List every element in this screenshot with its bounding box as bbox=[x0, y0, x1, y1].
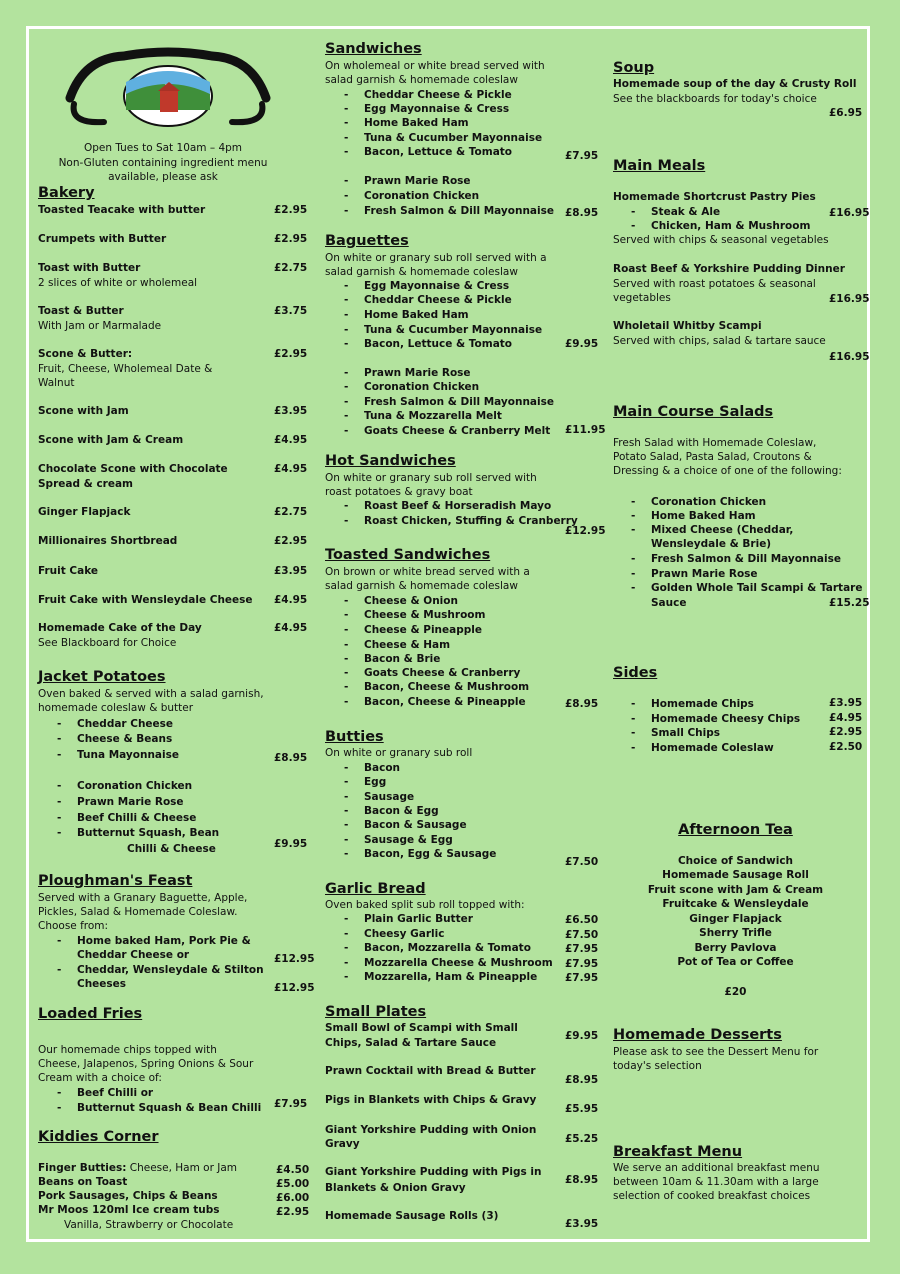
jacket-price-1: £8.95 bbox=[274, 752, 308, 764]
hot-desc: On white or granary sub roll served with bbox=[325, 472, 537, 484]
baguettes-title: Baguettes bbox=[325, 233, 409, 249]
side-price: £2.50 bbox=[829, 741, 863, 753]
ploughman-price-1: £12.95 bbox=[274, 953, 315, 965]
kiddies-item-4: Mr Moos 120ml Ice cream tubs bbox=[38, 1204, 220, 1216]
bakery-item-name: Scone & Butter: bbox=[38, 348, 133, 360]
salad-item: - Prawn Marie Rose bbox=[651, 567, 758, 581]
tea-item: Choice of Sandwich bbox=[677, 855, 794, 867]
kiddies-item-2: Beans on Toast bbox=[38, 1176, 128, 1188]
salad-item: - Mixed Cheese (Cheddar, bbox=[651, 523, 793, 537]
butty-item: - Bacon & Egg bbox=[364, 804, 439, 818]
toasted-item: - Bacon, Cheese & Mushroom bbox=[364, 680, 529, 694]
toasted-item: - Cheese & Onion bbox=[364, 594, 458, 608]
tea-item: Fruit scone with Jam & Cream bbox=[647, 884, 824, 896]
sandwich-item: - Home Baked Ham bbox=[364, 116, 469, 130]
sandwich-item: - Cheddar Cheese & Pickle bbox=[364, 88, 512, 102]
baguettes-desc-2: salad garnish & homemade coleslaw bbox=[325, 266, 518, 278]
baguette-item: - Prawn Marie Rose bbox=[364, 366, 471, 380]
fries-option-1: - Beef Chilli or bbox=[77, 1086, 153, 1100]
desserts-title: Homemade Desserts bbox=[613, 1027, 782, 1043]
sandwiches-desc-2: salad garnish & homemade coleslaw bbox=[325, 74, 518, 86]
toasted-item: - Cheese & Pineapple bbox=[364, 623, 482, 637]
bakery-item-price: £4.95 bbox=[274, 434, 308, 446]
mains-title: Main Meals bbox=[613, 158, 706, 174]
baguette-item: - Goats Cheese & Cranberry Melt bbox=[364, 424, 550, 438]
soup-title: Soup bbox=[613, 60, 655, 76]
kiddies-title: Kiddies Corner bbox=[38, 1129, 159, 1145]
kiddies-price-3: £6.00 bbox=[276, 1192, 310, 1204]
baguette-item: - Home Baked Ham bbox=[364, 308, 469, 322]
jacket-desc: Oven baked & served with a salad garnish, bbox=[38, 688, 264, 700]
jacket-title: Jacket Potatoes bbox=[38, 669, 166, 685]
breakfast-title: Breakfast Menu bbox=[613, 1144, 743, 1160]
small-price-1: £9.95 bbox=[565, 1030, 599, 1042]
bakery-item-desc: With Jam or Marmalade bbox=[38, 320, 162, 332]
sandwich-item: - Bacon, Lettuce & Tomato bbox=[364, 145, 512, 159]
ploughman-option-1: - Home baked Ham, Pork Pie & bbox=[77, 934, 251, 948]
bakery-item-name: Millionaires Shortbread bbox=[38, 535, 178, 547]
small-item-2: Prawn Cocktail with Bread & Butter bbox=[325, 1065, 536, 1077]
toasted-item: - Bacon & Brie bbox=[364, 652, 440, 666]
hot-desc-2: roast potatoes & gravy boat bbox=[325, 486, 473, 498]
kiddies-price-2: £5.00 bbox=[276, 1178, 310, 1190]
toasted-price: £8.95 bbox=[565, 698, 599, 710]
garlic-price: £7.95 bbox=[565, 943, 599, 955]
sandwiches-price-2: £8.95 bbox=[565, 207, 599, 219]
sandwiches-price-1: £7.95 bbox=[565, 150, 599, 162]
kiddies-price-4: £2.95 bbox=[276, 1206, 310, 1218]
bakery-item-price: £4.95 bbox=[274, 594, 308, 606]
garlic-title: Garlic Bread bbox=[325, 881, 426, 897]
garlic-price: £6.50 bbox=[565, 914, 599, 926]
side-item: - Homemade Cheesy Chips bbox=[651, 712, 800, 726]
baguette-item: - Cheddar Cheese & Pickle bbox=[364, 293, 512, 307]
sandwiches-title: Sandwiches bbox=[325, 41, 422, 57]
sandwich-item: - Prawn Marie Rose bbox=[364, 174, 471, 188]
bakery-item-price: £4.95 bbox=[274, 463, 308, 475]
garlic-desc: Oven baked split sub roll topped with: bbox=[325, 899, 525, 911]
small-item-1b: Chips, Salad & Tartare Sauce bbox=[325, 1037, 497, 1049]
toasted-item: - Cheese & Mushroom bbox=[364, 608, 485, 622]
kiddies-price-1: £4.50 bbox=[276, 1164, 310, 1176]
butty-item: - Egg bbox=[364, 775, 386, 789]
mains-beef: Roast Beef & Yorkshire Pudding Dinner bbox=[613, 263, 845, 275]
wolds-village-logo bbox=[64, 38, 272, 132]
small-price-6: £3.95 bbox=[565, 1218, 599, 1230]
bakery-item-price: £3.95 bbox=[274, 405, 308, 417]
butties-title: Butties bbox=[325, 729, 384, 745]
ploughman-desc-3: Choose from: bbox=[38, 920, 109, 932]
garlic-price: £7.95 bbox=[565, 972, 599, 984]
mains-pie-1: - Steak & Ale bbox=[651, 205, 720, 219]
ploughman-option-2: - Cheddar, Wensleydale & Stilton bbox=[77, 963, 264, 977]
garlic-item: - Mozzarella, Ham & Pineapple bbox=[364, 970, 537, 984]
salad-item: - Coronation Chicken bbox=[651, 495, 766, 509]
mains-beef-desc-2: vegetables bbox=[613, 292, 671, 304]
butty-item: - Sausage bbox=[364, 790, 414, 804]
salads-title: Main Course Salads bbox=[613, 404, 774, 420]
small-price-5: £8.95 bbox=[565, 1174, 599, 1186]
bakery-item-price: £2.95 bbox=[274, 535, 308, 547]
baguette-item: - Fresh Salmon & Dill Mayonnaise bbox=[364, 395, 554, 409]
side-price: £3.95 bbox=[829, 697, 863, 709]
small-item-4: Giant Yorkshire Pudding with Onion bbox=[325, 1124, 537, 1136]
bakery-item-name: Crumpets with Butter bbox=[38, 233, 167, 245]
small-item-1: Small Bowl of Scampi with Small bbox=[325, 1022, 518, 1034]
baguette-item: - Tuna & Cucumber Mayonnaise bbox=[364, 323, 542, 337]
jacket-item: - Butternut Squash, Bean bbox=[77, 826, 219, 840]
bakery-item-price: £3.95 bbox=[274, 565, 308, 577]
butties-price: £7.50 bbox=[565, 856, 599, 868]
breakfast-desc-2: between 10am & 11.30am with a large bbox=[613, 1176, 819, 1188]
tea-item: Berry Pavlova bbox=[694, 942, 777, 954]
sandwich-item: - Tuna & Cucumber Mayonnaise bbox=[364, 131, 542, 145]
jacket-item: - Tuna Mayonnaise bbox=[77, 748, 179, 762]
garlic-item: - Bacon, Mozzarella & Tomato bbox=[364, 941, 531, 955]
soup-item: Homemade soup of the day & Crusty Roll bbox=[613, 78, 857, 90]
bakery-item-price: £2.75 bbox=[274, 262, 308, 274]
mains-scampi-price: £16.95 bbox=[829, 351, 870, 363]
bakery-item-price: £4.95 bbox=[274, 622, 308, 634]
breakfast-desc-3: selection of cooked breakfast choices bbox=[613, 1190, 811, 1202]
tea-item: Pot of Tea or Coffee bbox=[677, 956, 794, 968]
toasted-item: - Bacon, Cheese & Pineapple bbox=[364, 695, 526, 709]
bakery-item-price: £2.75 bbox=[274, 506, 308, 518]
bakery-item-name: Ginger Flapjack bbox=[38, 506, 131, 518]
bakery-item-price: £2.95 bbox=[274, 204, 308, 216]
sides-title: Sides bbox=[613, 665, 658, 681]
small-item-5b: Blankets & Onion Gravy bbox=[325, 1182, 466, 1194]
mains-beef-price: £16.95 bbox=[829, 293, 870, 305]
fries-option-2: - Butternut Squash & Bean Chilli bbox=[77, 1101, 261, 1115]
side-item: - Small Chips bbox=[651, 726, 720, 740]
ploughman-option-2b: Cheeses bbox=[77, 978, 127, 990]
jacket-item: - Cheese & Beans bbox=[77, 732, 172, 746]
hot-price: £12.95 bbox=[565, 525, 606, 537]
toasted-title: Toasted Sandwiches bbox=[325, 547, 491, 563]
salad-item: - Home Baked Ham bbox=[651, 509, 756, 523]
salads-desc-3: Dressing & a choice of one of the following: bbox=[613, 465, 842, 477]
jacket-item: - Prawn Marie Rose bbox=[77, 795, 184, 809]
mains-pie-2: - Chicken, Ham & Mushroom bbox=[651, 219, 810, 233]
desserts-desc: Please ask to see the Dessert Menu for bbox=[613, 1046, 819, 1058]
small-item-4b: Gravy bbox=[325, 1138, 360, 1150]
garlic-item: - Plain Garlic Butter bbox=[364, 912, 473, 926]
bakery-item-price: £3.75 bbox=[274, 305, 308, 317]
tea-item: Ginger Flapjack bbox=[689, 913, 782, 925]
garlic-price: £7.50 bbox=[565, 929, 599, 941]
baguette-item: - Bacon, Lettuce & Tomato bbox=[364, 337, 512, 351]
butty-item: - Sausage & Egg bbox=[364, 833, 453, 847]
bakery-item-desc-2: Walnut bbox=[38, 377, 75, 389]
side-price: £4.95 bbox=[829, 712, 863, 724]
butty-item: - Bacon bbox=[364, 761, 400, 775]
sandwich-item: - Coronation Chicken bbox=[364, 189, 479, 203]
bakery-item-name: Fruit Cake bbox=[38, 565, 99, 577]
small-price-3: £5.95 bbox=[565, 1103, 599, 1115]
fries-title: Loaded Fries bbox=[38, 1006, 143, 1022]
soup-price: £6.95 bbox=[829, 107, 863, 119]
small-item-6: Homemade Sausage Rolls (3) bbox=[325, 1210, 499, 1222]
butties-desc: On white or granary sub roll bbox=[325, 747, 473, 759]
tea-title: Afternoon Tea bbox=[678, 822, 793, 838]
salads-desc-2: Potato Salad, Pasta Salad, Croutons & bbox=[613, 451, 812, 463]
salad-item: Wensleydale & Brie) bbox=[651, 538, 772, 550]
fries-desc: Our homemade chips topped with bbox=[38, 1044, 217, 1056]
hot-title: Hot Sandwiches bbox=[325, 453, 456, 469]
desserts-desc-2: today's selection bbox=[613, 1060, 702, 1072]
sandwiches-desc: On wholemeal or white bread served with bbox=[325, 60, 545, 72]
mains-beef-desc: Served with roast potatoes & seasonal bbox=[613, 278, 816, 290]
bakery-item-desc: 2 slices of white or wholemeal bbox=[38, 277, 198, 289]
tea-item: Homemade Sausage Roll bbox=[662, 869, 809, 881]
garlic-item: - Mozzarella Cheese & Mushroom bbox=[364, 956, 553, 970]
salads-desc: Fresh Salad with Homemade Coleslaw, bbox=[613, 437, 817, 449]
gluten-note: Non-Gluten containing ingredient menu bbox=[58, 157, 268, 169]
small-item-3: Pigs in Blankets with Chips & Gravy bbox=[325, 1094, 537, 1106]
toasted-desc-2: salad garnish & homemade coleslaw bbox=[325, 580, 518, 592]
side-price: £2.95 bbox=[829, 726, 863, 738]
salad-item: - Golden Whole Tail Scampi & Tartare bbox=[651, 581, 862, 595]
ploughman-price-2: £12.95 bbox=[274, 982, 315, 994]
bakery-item-name: Scone with Jam bbox=[38, 405, 129, 417]
garlic-price: £7.95 bbox=[565, 958, 599, 970]
butty-item: - Bacon, Egg & Sausage bbox=[364, 847, 496, 861]
kiddies-item-3: Pork Sausages, Chips & Beans bbox=[38, 1190, 218, 1202]
ploughman-option-1b: Cheddar Cheese or bbox=[77, 949, 190, 961]
toasted-item: - Cheese & Ham bbox=[364, 638, 450, 652]
bakery-item-name: Fruit Cake with Wensleydale Cheese bbox=[38, 594, 253, 606]
fries-desc-2: Cheese, Jalapenos, Spring Onions & Sour bbox=[38, 1058, 254, 1070]
hot-sandwich-item: - Roast Chicken, Stuffing & Cranberry bbox=[364, 514, 578, 528]
soup-desc: See the blackboards for today's choice bbox=[613, 93, 817, 105]
jacket-desc-2: homemade coleslaw & butter bbox=[38, 702, 194, 714]
kiddies-item-1-desc: Cheese, Ham or Jam bbox=[126, 1162, 237, 1174]
mains-pies: Homemade Shortcrust Pastry Pies bbox=[613, 191, 816, 203]
baguettes-desc: On white or granary sub roll served with a bbox=[325, 252, 547, 264]
breakfast-desc: We serve an additional breakfast menu bbox=[613, 1162, 820, 1174]
sandwich-item: - Egg Mayonnaise & Cress bbox=[364, 102, 509, 116]
bakery-item-price: £2.95 bbox=[274, 233, 308, 245]
kiddies-item-5: Vanilla, Strawberry or Chocolate bbox=[64, 1219, 234, 1231]
tea-item: Sherry Trifle bbox=[699, 927, 772, 939]
salads-price: £15.25 bbox=[829, 597, 870, 609]
mains-scampi-desc: Served with chips, salad & tartare sauce bbox=[613, 335, 826, 347]
ploughman-desc-2: Pickles, Salad & Homemade Coleslaw. bbox=[38, 906, 238, 918]
side-item: - Homemade Chips bbox=[651, 697, 754, 711]
ploughman-desc: Served with a Granary Baguette, Apple, bbox=[38, 892, 248, 904]
mains-pie-price: £16.95 bbox=[829, 207, 870, 219]
baguette-item: - Tuna & Mozzarella Melt bbox=[364, 409, 502, 423]
bakery-title: Bakery bbox=[38, 185, 95, 201]
bakery-item-name: Homemade Cake of the Day bbox=[38, 622, 202, 634]
small-price-2: £8.95 bbox=[565, 1074, 599, 1086]
side-item: - Homemade Coleslaw bbox=[651, 741, 774, 755]
small-item-5: Giant Yorkshire Pudding with Pigs in bbox=[325, 1166, 542, 1178]
gluten-note-2: available, please ask bbox=[108, 171, 218, 183]
sandwich-item: - Fresh Salmon & Dill Mayonnaise bbox=[364, 204, 554, 218]
toasted-item: - Goats Cheese & Cranberry bbox=[364, 666, 520, 680]
butty-item: - Bacon & Sausage bbox=[364, 818, 467, 832]
toasted-desc: On brown or white bread served with a bbox=[325, 566, 530, 578]
jacket-price-2: £9.95 bbox=[274, 838, 308, 850]
baguettes-price-1: £9.95 bbox=[565, 338, 599, 350]
fries-desc-3: Cream with a choice of: bbox=[38, 1072, 162, 1084]
salad-item: - Fresh Salmon & Dill Mayonnaise bbox=[651, 552, 841, 566]
bakery-item-name: Chocolate Scone with Chocolate bbox=[38, 463, 228, 475]
tea-price: £20 bbox=[724, 986, 747, 998]
bakery-item-name-2: Spread & cream bbox=[38, 478, 133, 490]
ploughman-title: Ploughman's Feast bbox=[38, 873, 193, 889]
jacket-item: - Beef Chilli & Cheese bbox=[77, 811, 196, 825]
tea-item: Fruitcake & Wensleydale bbox=[662, 898, 809, 910]
baguettes-price-2: £11.95 bbox=[565, 424, 606, 436]
opening-hours: Open Tues to Sat 10am – 4pm bbox=[83, 142, 243, 154]
baguette-item: - Egg Mayonnaise & Cress bbox=[364, 279, 509, 293]
jacket-item: - Cheddar Cheese bbox=[77, 717, 173, 731]
bakery-item-price: £2.95 bbox=[274, 348, 308, 360]
bakery-item-name: Scone with Jam & Cream bbox=[38, 434, 184, 446]
fries-price: £7.95 bbox=[274, 1098, 308, 1110]
mains-scampi: Wholetail Whitby Scampi bbox=[613, 320, 762, 332]
garlic-item: - Cheesy Garlic bbox=[364, 927, 444, 941]
small-title: Small Plates bbox=[325, 1004, 427, 1020]
bakery-item-name: Toast & Butter bbox=[38, 305, 124, 317]
mains-pie-serve: Served with chips & seasonal vegetables bbox=[613, 234, 829, 246]
jacket-item: - Coronation Chicken bbox=[77, 779, 192, 793]
bakery-item-name: Toasted Teacake with butter bbox=[38, 204, 206, 216]
bakery-item-name: Toast with Butter bbox=[38, 262, 141, 274]
kiddies-item-1 bbox=[38, 1161, 237, 1175]
baguette-item: - Coronation Chicken bbox=[364, 380, 479, 394]
bakery-item-desc: See Blackboard for Choice bbox=[38, 637, 177, 649]
small-price-4: £5.25 bbox=[565, 1133, 599, 1145]
salad-item: Sauce bbox=[651, 597, 687, 609]
bakery-item-desc: Fruit, Cheese, Wholemeal Date & bbox=[38, 363, 213, 375]
hot-sandwich-item: - Roast Beef & Horseradish Mayo bbox=[364, 499, 551, 513]
jacket-item: Chilli & Cheese bbox=[127, 843, 216, 855]
kiddies-item-1-name: Finger Butties: bbox=[38, 1162, 127, 1174]
